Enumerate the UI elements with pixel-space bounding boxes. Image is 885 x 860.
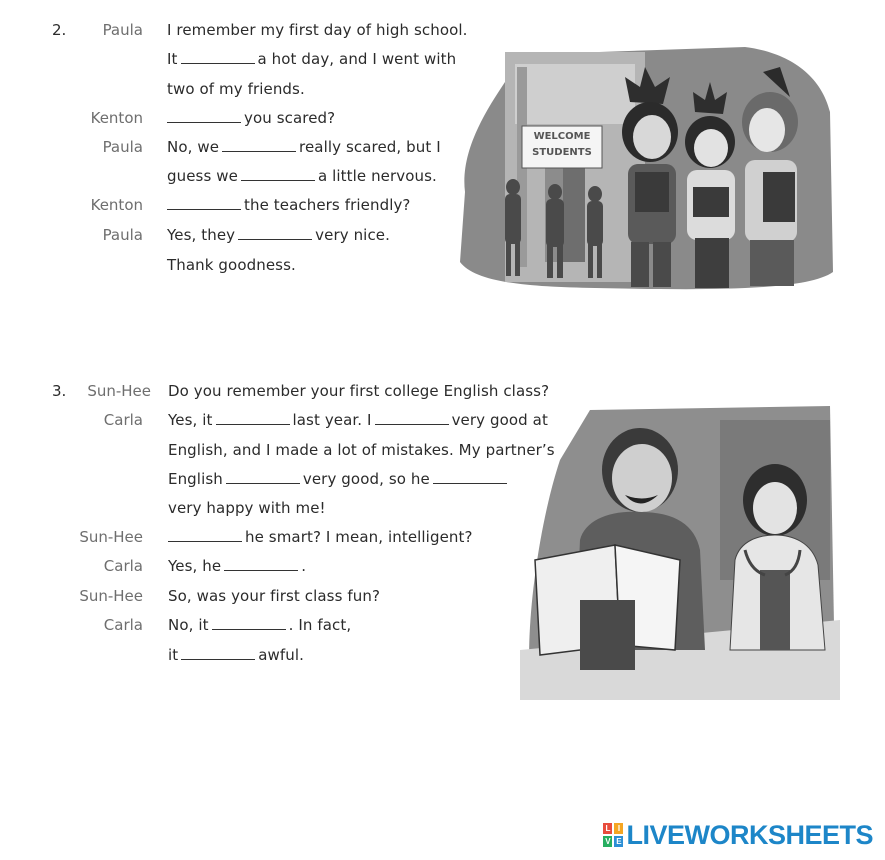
classroom-illustration bbox=[520, 400, 840, 700]
sign-welcome: WELCOME bbox=[533, 131, 591, 142]
speaker-carla-1: Carla bbox=[103, 411, 143, 429]
blank-ex2-3[interactable] bbox=[222, 139, 296, 152]
sign-students: STUDENTS bbox=[532, 147, 592, 158]
ex2-line-3: two of my friends. bbox=[167, 80, 305, 98]
ex2-line-2: It a hot day, and I went with bbox=[167, 50, 457, 68]
ex3-line-7: Yes, he . bbox=[168, 557, 307, 575]
blank-ex3-8[interactable] bbox=[181, 647, 255, 660]
ex3-line-10: it awful. bbox=[168, 646, 305, 664]
speaker-carla-2: Carla bbox=[103, 557, 143, 575]
blank-ex3-7[interactable] bbox=[212, 617, 286, 630]
blank-ex3-1[interactable] bbox=[216, 412, 290, 425]
speaker-kenton-2: Kenton bbox=[90, 196, 143, 214]
speaker-sunhee-1: Sun-Hee bbox=[87, 382, 151, 400]
blank-ex2-6[interactable] bbox=[238, 227, 312, 240]
ex2-line-6: guess we a little nervous. bbox=[167, 167, 437, 185]
blank-ex3-6[interactable] bbox=[224, 558, 298, 571]
speaker-paula-2: Paula bbox=[102, 138, 143, 156]
speaker-sunhee-2: Sun-Hee bbox=[79, 528, 143, 546]
speaker-paula-1: Paula bbox=[102, 21, 143, 39]
ex2-line-7: the teachers friendly? bbox=[167, 196, 411, 214]
liveworksheets-logo[interactable] bbox=[603, 820, 873, 850]
ex2-line-4: you scared? bbox=[167, 109, 335, 127]
logo-grid-icon: L I V E bbox=[605, 824, 622, 846]
blank-ex3-3[interactable] bbox=[226, 471, 300, 484]
ex3-line-2: Yes, it last year. I very good at bbox=[168, 411, 548, 429]
ex3-line-5: very happy with me! bbox=[168, 499, 326, 517]
ex3-line-1: Do you remember your first college English class? bbox=[168, 382, 550, 400]
logo-text: LIVEWORKSHEETS bbox=[626, 820, 873, 850]
ex3-line-4: English very good, so he bbox=[168, 470, 510, 488]
ex2-line-1: I remember my first day of high school. bbox=[167, 21, 468, 39]
ex3-line-9: No, it . In fact, bbox=[168, 616, 352, 634]
blank-ex2-5[interactable] bbox=[167, 197, 241, 210]
ex3-line-6: he smart? I mean, intelligent? bbox=[168, 528, 473, 546]
speaker-kenton-1: Kenton bbox=[90, 109, 143, 127]
school-girls-illustration bbox=[445, 42, 835, 294]
speaker-carla-3: Carla bbox=[103, 616, 143, 634]
blank-ex2-4[interactable] bbox=[241, 168, 315, 181]
blank-ex3-2[interactable] bbox=[375, 412, 449, 425]
ex3-line-3: English, and I made a lot of mistakes. My partner’s bbox=[168, 441, 555, 459]
speaker-paula-3: Paula bbox=[102, 226, 143, 244]
ex3-line-8: So, was your first class fun? bbox=[168, 587, 381, 605]
blank-ex2-2[interactable] bbox=[167, 110, 241, 123]
ex2-line-8: Yes, they very nice. bbox=[167, 226, 390, 244]
blank-ex2-1[interactable] bbox=[181, 51, 255, 64]
exercise-2-number: 2. bbox=[52, 21, 67, 39]
blank-ex3-4[interactable] bbox=[433, 471, 507, 484]
ex2-line-9: Thank goodness. bbox=[167, 256, 296, 274]
blank-ex3-5[interactable] bbox=[168, 529, 242, 542]
speaker-sunhee-3: Sun-Hee bbox=[79, 587, 143, 605]
ex2-line-5: No, we really scared, but I bbox=[167, 138, 441, 156]
exercise-3-number: 3. bbox=[52, 382, 67, 400]
